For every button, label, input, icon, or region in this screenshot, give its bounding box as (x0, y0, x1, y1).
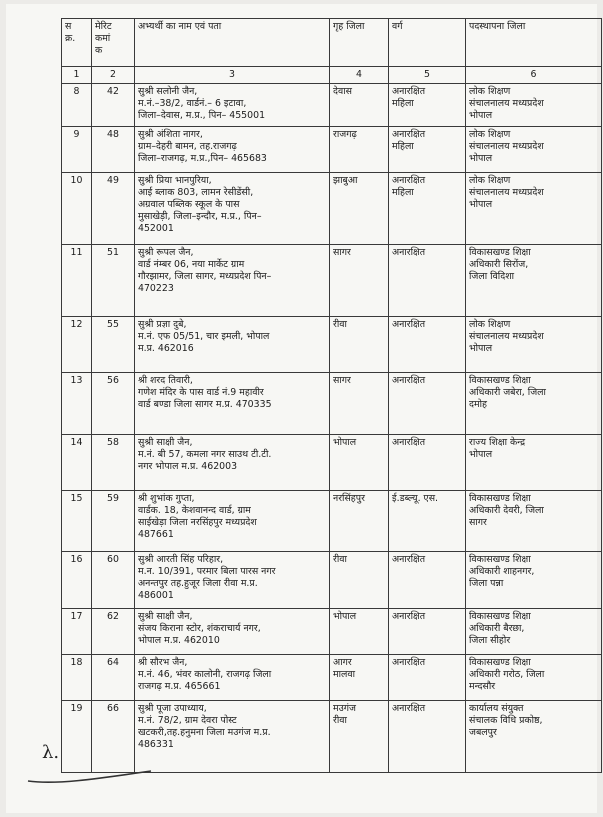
serial-number: 16 (62, 552, 92, 609)
candidate-name-address: श्री शरद तिवारी, गणेश मंदिर के पास वार्ड नं.9 महावीर वार्ड बण्डा जिला सागर म.प्र. 470335 (135, 373, 330, 435)
posting-district: विकासखण्ड शिक्षा अधिकारी गरोठ, जिला मन्दसौर (466, 655, 602, 701)
posting-district: विकासखण्ड शिक्षा अधिकारी बैरछा, जिला सीहोर (466, 609, 602, 655)
serial-number: 13 (62, 373, 92, 435)
header-category: वर्ग (389, 19, 466, 67)
column-number: 6 (466, 67, 602, 84)
column-number: 4 (330, 67, 389, 84)
posting-district: लोक शिक्षण संचालनालय मध्यप्रदेश भोपाल (466, 127, 602, 173)
merit-number: 60 (92, 552, 135, 609)
candidate-name-address: सुश्री अंशिता नागर, ग्राम–देहरी बामन, तह.राजगढ़ जिला–राजगढ़, म.प्र.,पिन– 465683 (135, 127, 330, 173)
category: अनारक्षित महिला (389, 173, 466, 245)
serial-number: 11 (62, 245, 92, 317)
candidate-name-address: सुश्री सलोनी जैन, म.नं.–38/2, वार्डनं.– 6 इटावा, जिला–देवास, म.प्र., पिन– 455001 (135, 84, 330, 127)
serial-number: 19 (62, 701, 92, 773)
merit-number: 49 (92, 173, 135, 245)
column-number: 5 (389, 67, 466, 84)
candidate-name-address: श्री सौरभ जैन, म.नं. 46, भंवर कालोनी, राजगढ़ जिला राजगढ़ म.प्र. 465661 (135, 655, 330, 701)
table-row (62, 435, 602, 491)
merit-number: 51 (92, 245, 135, 317)
posting-district: विकासखण्ड शिक्षा अधिकारी सिरोंज, जिला विदिशा (466, 245, 602, 317)
header-merit: मेरिट कमां क (92, 19, 135, 67)
home-district: भोपाल (330, 609, 389, 655)
posting-district: लोक शिक्षण संचालनालय मध्यप्रदेश भोपाल (466, 173, 602, 245)
candidate-name-address: सुश्री प्रज्ञा दुबे, म.नं. एफ 05/51, चार इमली, भोपाल म.प्र. 462016 (135, 317, 330, 373)
candidate-name-address: श्री शुभांक गुप्ता, वार्डक. 18, केशवानन्द वार्ड, ग्राम साईखेड़ा जिला नरसिंहपुर मध्यप्रदेश 487661 (135, 491, 330, 552)
posting-district: विकासखण्ड शिक्षा अधिकारी देवरी, जिला सागर (466, 491, 602, 552)
candidate-name-address: सुश्री साक्षी जैन, संजय किराना स्टोर, शंकराचार्य नगर, भोपाल म.प्र. 462010 (135, 609, 330, 655)
candidate-name-address: सुश्री पूजा उपाध्याय, म.नं. 78/2, ग्राम देवरा पोस्ट खटकरी,तह.हनुमना जिला मउगंज म.प्र. 486331 (135, 701, 330, 773)
document-page (6, 4, 597, 813)
merit-number: 62 (92, 609, 135, 655)
pen-stroke-mark (26, 759, 156, 789)
serial-number: 9 (62, 127, 92, 173)
home-district: देवास (330, 84, 389, 127)
serial-number: 17 (62, 609, 92, 655)
table-row (62, 491, 602, 552)
header-home-district: गृह जिला (330, 19, 389, 67)
margin-mark: λ. (42, 742, 60, 763)
merit-number: 42 (92, 84, 135, 127)
table-row (62, 609, 602, 655)
category: अनारक्षित (389, 317, 466, 373)
home-district: रीवा (330, 552, 389, 609)
serial-number: 12 (62, 317, 92, 373)
category: अनारक्षित महिला (389, 84, 466, 127)
category: ई.डब्ल्यू. एस. (389, 491, 466, 552)
column-number-row (62, 67, 602, 84)
column-number: 3 (135, 67, 330, 84)
header-row (62, 19, 602, 67)
serial-number: 14 (62, 435, 92, 491)
home-district: सागर (330, 373, 389, 435)
serial-number: 8 (62, 84, 92, 127)
serial-number: 18 (62, 655, 92, 701)
posting-district: लोक शिक्षण संचालनालय मध्यप्रदेश भोपाल (466, 317, 602, 373)
table-row (62, 552, 602, 609)
candidate-name-address: सुश्री आरती सिंह परिहार, म.न. 10/391, परमार बिला पारस नगर अनन्तपुर तह.हुजूर जिला रीवा म.प्र. 486001 (135, 552, 330, 609)
home-district: मउगंज रीवा (330, 701, 389, 773)
table-row (62, 173, 602, 245)
home-district: रीवा (330, 317, 389, 373)
table-row (62, 655, 602, 701)
table-row (62, 84, 602, 127)
category: अनारक्षित (389, 701, 466, 773)
table-row (62, 317, 602, 373)
table-row (62, 127, 602, 173)
header-name-address: अभ्यर्थी का नाम एवं पता (135, 19, 330, 67)
category: अनारक्षित (389, 245, 466, 317)
merit-number: 64 (92, 655, 135, 701)
home-district: भोपाल (330, 435, 389, 491)
header-sn: स क्र. (62, 19, 92, 67)
home-district: राजगढ़ (330, 127, 389, 173)
serial-number: 10 (62, 173, 92, 245)
merit-number: 58 (92, 435, 135, 491)
header-posting-district: पदस्थापना जिला (466, 19, 602, 67)
merit-number: 55 (92, 317, 135, 373)
merit-number: 48 (92, 127, 135, 173)
home-district: आगर मालवा (330, 655, 389, 701)
candidate-name-address: सुश्री साक्षी जैन, म.नं. बी 57, कमला नगर साउथ टी.टी. नगर भोपाल म.प्र. 462003 (135, 435, 330, 491)
allotment-table (61, 18, 602, 773)
category: अनारक्षित (389, 373, 466, 435)
candidate-name-address: सुश्री प्रिया भानपुरिया, आई ब्लाक 803, लामन रेसीडेंसी, अग्रवाल पब्लिक स्कूल के पास मुसाखेड़ी, जिला–इन्दौर, म.प्र., पिन– 452001 (135, 173, 330, 245)
category: अनारक्षित (389, 655, 466, 701)
candidate-name-address: सुश्री रूपल जैन, वार्ड नंम्बर 06, नया मार्केट ग्राम गौरझामर, जिला सागर, मध्यप्रदेश पिन– 470223 (135, 245, 330, 317)
posting-district: लोक शिक्षण संचालनालय मध्यप्रदेश भोपाल (466, 84, 602, 127)
category: अनारक्षित (389, 609, 466, 655)
table-row (62, 245, 602, 317)
merit-number: 56 (92, 373, 135, 435)
category: अनारक्षित महिला (389, 127, 466, 173)
merit-number: 59 (92, 491, 135, 552)
category: अनारक्षित (389, 435, 466, 491)
posting-district: विकासखण्ड शिक्षा अधिकारी शाहनगर, जिला पन्ना (466, 552, 602, 609)
category: अनारक्षित (389, 552, 466, 609)
home-district: नरसिंहपुर (330, 491, 389, 552)
serial-number: 15 (62, 491, 92, 552)
posting-district: विकासखण्ड शिक्षा अधिकारी जबेरा, जिला दमोह (466, 373, 602, 435)
home-district: सागर (330, 245, 389, 317)
merit-number: 66 (92, 701, 135, 773)
posting-district: कार्यालय संयुक्त संचालक विधि प्रकोष्ठ, जबलपुर (466, 701, 602, 773)
table-row (62, 373, 602, 435)
column-number: 1 (62, 67, 92, 84)
column-number: 2 (92, 67, 135, 84)
home-district: झाबुआ (330, 173, 389, 245)
posting-district: राज्य शिक्षा केन्द्र भोपाल (466, 435, 602, 491)
